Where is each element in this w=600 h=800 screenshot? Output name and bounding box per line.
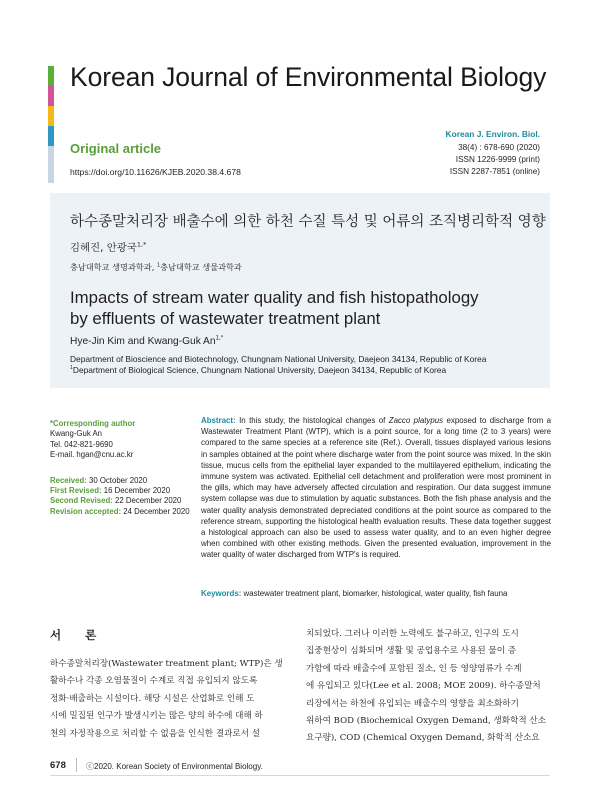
english-authors-names: Hye-Jin Kim and Kwang-Guk An xyxy=(70,336,216,347)
date-first-revised xyxy=(50,486,195,496)
english-title-line1: Impacts of stream water quality and fish histopathology xyxy=(70,288,479,307)
korean-authors-sup: 1,* xyxy=(136,240,147,249)
body-line: 치되었다. 그러나 이러한 노력에도 불구하고, 인구의 도시 xyxy=(306,629,519,639)
keywords-label: Keywords: xyxy=(201,589,242,598)
korean-title: 하수종말처리장 배출수에 의한 하천 수질 특성 및 어류의 조직병리학적 영향 xyxy=(70,214,546,230)
body-column-left xyxy=(50,656,288,743)
citation-block xyxy=(446,128,540,178)
date-revision-accepted xyxy=(50,507,195,517)
color-bar-lightblue xyxy=(48,146,54,183)
korean-affil-a: 충남대학교 생명과학과, xyxy=(70,262,157,272)
footer-divider xyxy=(76,758,77,772)
body-column-right xyxy=(306,626,552,748)
date-second-revised xyxy=(50,496,195,506)
color-bar-yellow xyxy=(48,106,54,126)
date-received xyxy=(50,476,195,486)
date-label: First Revised: xyxy=(50,486,102,496)
journal-abbrev: Korean J. Environ. Biol. xyxy=(445,129,540,139)
corresponding-heading: *Corresponding author xyxy=(50,419,136,428)
footer-rule xyxy=(50,775,550,776)
english-title xyxy=(70,287,479,329)
corresponding-name: Kwang-Guk An xyxy=(50,429,103,439)
english-authors xyxy=(70,336,223,347)
body-line: 정화·배출하는 시설이다. 해당 시설은 산업화로 인해 도 xyxy=(50,693,255,704)
abstract-text-2: exposed to discharge from a Wastewater Treatment Plant (WTP), which is a point source, for a long time (2 to 3 years) were compared to the same species at a reference site (Ref.). Overall, tissues displayed various lesions in samples obtained at the point where discharge water from the point source was mixed. In the skin tissue, mucus cells from the epithelial layer expanded to the multilayered epithelium, indicating the immune system was activated. Epithelial cell detachment and proliferation were most prominent in the gills, which may have adversely affected circulation and respiration. Our data suggest immune system collapse was due to stimulation by aquatic substances. Both the fish phase analysis and the water quality analysis demonstrated depreciated conditions at the point source as compared to the reference stream, supporting the histological health evaluation results. These data together suggest a histological approach can also be used to assess water quality, and to an even higher degree when combined with other existing methods. Given the presented evaluation, improvement in the water quality of water discharged from WTP's is required. xyxy=(201,416,551,560)
journal-title: Korean Journal of Environmental Biology xyxy=(70,62,547,92)
article-info-sidebar xyxy=(50,419,195,517)
korean-authors-names: 김혜진, 안광국 xyxy=(70,242,137,254)
date-label: Revision accepted: xyxy=(50,506,122,516)
color-bar-magenta xyxy=(48,86,54,106)
copyright-notice: ⓒ2020. Korean Society of Environmental Biology. xyxy=(86,762,263,771)
english-authors-sup: 1,* xyxy=(215,334,224,342)
english-title-line2: by effluents of wastewater treatment plant xyxy=(70,309,381,328)
body-line: 리장에서는 하천에 유입되는 배출수의 영향을 최소화하기 xyxy=(306,698,519,709)
english-affil-line1: Department of Bioscience and Biotechnology, Chungnam National University, Daejeon 34134, Republic of Korea xyxy=(70,354,487,364)
abstract-label: Abstract: xyxy=(201,416,236,425)
history-dates xyxy=(50,476,195,518)
abstract xyxy=(201,415,551,561)
article-type: Original article xyxy=(70,141,162,156)
date-value: 24 December 2020 xyxy=(121,506,190,516)
body-line: 에 유입되고 있다(Lee et al. 2008; MOE 2009). 하수종말처 xyxy=(306,681,541,692)
keywords xyxy=(201,588,551,599)
korean-affil-b: 충남대학교 생물과학과 xyxy=(160,262,242,272)
issn-print: ISSN 1226-9999 (print) xyxy=(455,155,540,164)
english-affil-sup: 1 xyxy=(70,365,73,372)
volume-pages: 38(4) : 678-690 (2020) xyxy=(458,143,540,152)
body-line: 가함에 따라 배출수에 포함된 질소, 인 등 영양염류가 수계 xyxy=(306,663,522,674)
body-line: 활하수나 각종 오염물질이 수계로 직접 유입되지 않도록 xyxy=(50,676,258,687)
body-line: 집중현상이 심화되며 생활 및 공업용수로 사용된 물이 증 xyxy=(306,646,517,657)
date-value: 22 December 2020 xyxy=(112,496,182,506)
date-label: Received: xyxy=(50,475,87,485)
date-value: 30 October 2020 xyxy=(86,475,148,485)
doi-link[interactable]: https://doi.org/10.11626/KJEB.2020.38.4.678 xyxy=(70,167,241,177)
color-bar-blue xyxy=(48,126,54,146)
keywords-text: wastewater treatment plant, biomarker, histological, water quality, fish fauna xyxy=(241,589,508,598)
issn-online: ISSN 2287-7851 (online) xyxy=(449,167,540,176)
english-affil-line2: Department of Biological Science, Chungnam National University, Daejeon 34134, Republic of Korea xyxy=(72,365,447,375)
corresponding-tel: Tel. 042-821-9690 xyxy=(50,439,113,449)
english-affiliation xyxy=(70,354,486,376)
abstract-text-1: In this study, the histological changes of xyxy=(235,416,389,425)
korean-affil-sup: 1 xyxy=(156,262,161,269)
english-affil-line2-wrap xyxy=(70,365,486,376)
abstract-species: Zacco platypus xyxy=(388,416,444,425)
corresponding-email[interactable]: E-mail. hgan@cnu.ac.kr xyxy=(50,450,134,460)
date-value: 16 December 2020 xyxy=(101,486,171,496)
body-line: 천의 자정작용으로 처리할 수 없음을 인식한 결과로서 설 xyxy=(50,728,261,739)
body-line: 요구량), COD (Chemical Oxygen Demand, 화학적 산소요 xyxy=(306,733,540,744)
journal-color-bar xyxy=(48,66,54,183)
date-label: Second Revised: xyxy=(50,496,113,506)
page-number: 678 xyxy=(50,760,66,771)
body-line: 시에 밀집된 인구가 발생시키는 많은 양의 하수에 대해 하 xyxy=(50,711,263,722)
korean-authors xyxy=(70,239,146,254)
section-heading-introduction: 서 론 xyxy=(50,628,107,642)
korean-affiliation xyxy=(70,262,242,273)
body-line: 하수종말처리장(Wastewater treatment plant; WTP)은 생 xyxy=(50,659,283,669)
body-line: 위하여 BOD (Biochemical Oxygen Demand, 생화학적 산소 xyxy=(306,716,547,727)
color-bar-green xyxy=(48,66,54,86)
